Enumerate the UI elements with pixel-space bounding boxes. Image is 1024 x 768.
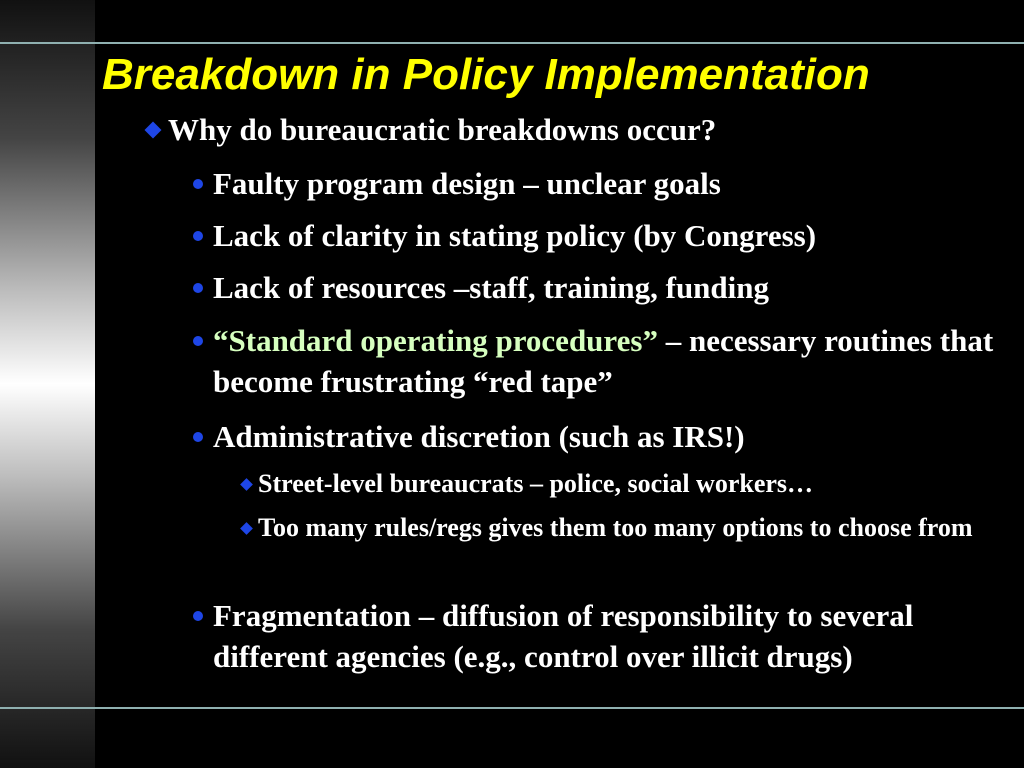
top-divider <box>0 42 1024 44</box>
point-1-text: Faulty program design – unclear goals <box>213 166 721 201</box>
point-5-text: Administrative discretion (such as IRS!) <box>213 419 745 454</box>
bullet-point-3 <box>183 267 1013 308</box>
bullet-point-6 <box>183 595 1013 677</box>
slide-title: Breakdown in Policy Implementation <box>102 50 870 99</box>
dot-bullet-icon <box>183 163 213 204</box>
dot-bullet-icon <box>183 267 213 308</box>
point-6-text: Fragmentation – diffusion of responsibility to several different agencies (e.g., control over illicit drugs) <box>213 598 914 674</box>
point-2-text: Lack of clarity in stating policy (by Congress) <box>213 218 817 253</box>
bullet-question <box>138 112 1008 148</box>
sub-bullet-1-text: Street-level bureaucrats – police, social workers… <box>258 469 814 498</box>
sub-bullet-2-text: Too many rules/regs gives them too many options to choose from <box>258 513 973 542</box>
dot-bullet-icon <box>183 215 213 256</box>
point-4-rest: – necessary routines that become frustrating “red tape” <box>213 323 994 399</box>
diamond-bullet-icon <box>234 466 258 502</box>
dot-bullet-icon <box>183 320 213 361</box>
point-4-text <box>213 320 1013 402</box>
dot-bullet-icon <box>183 595 213 636</box>
bullet-point-5 <box>183 416 1013 457</box>
sub-bullet-1 <box>234 466 1004 502</box>
question-text: Why do bureaucratic breakdowns occur? <box>168 112 717 147</box>
bullet-point-4 <box>183 320 1013 402</box>
sub-bullet-2 <box>234 510 1004 546</box>
point-3-text: Lack of resources –staff, training, funding <box>213 270 770 305</box>
bottom-divider <box>0 707 1024 709</box>
left-gradient-bar <box>0 0 95 768</box>
bullet-point-2 <box>183 215 1013 256</box>
sop-highlight: “Standard operating procedures” <box>213 323 658 358</box>
bullet-point-1 <box>183 163 1013 204</box>
dot-bullet-icon <box>183 416 213 457</box>
diamond-bullet-icon <box>138 112 168 148</box>
diamond-bullet-icon <box>234 510 258 546</box>
